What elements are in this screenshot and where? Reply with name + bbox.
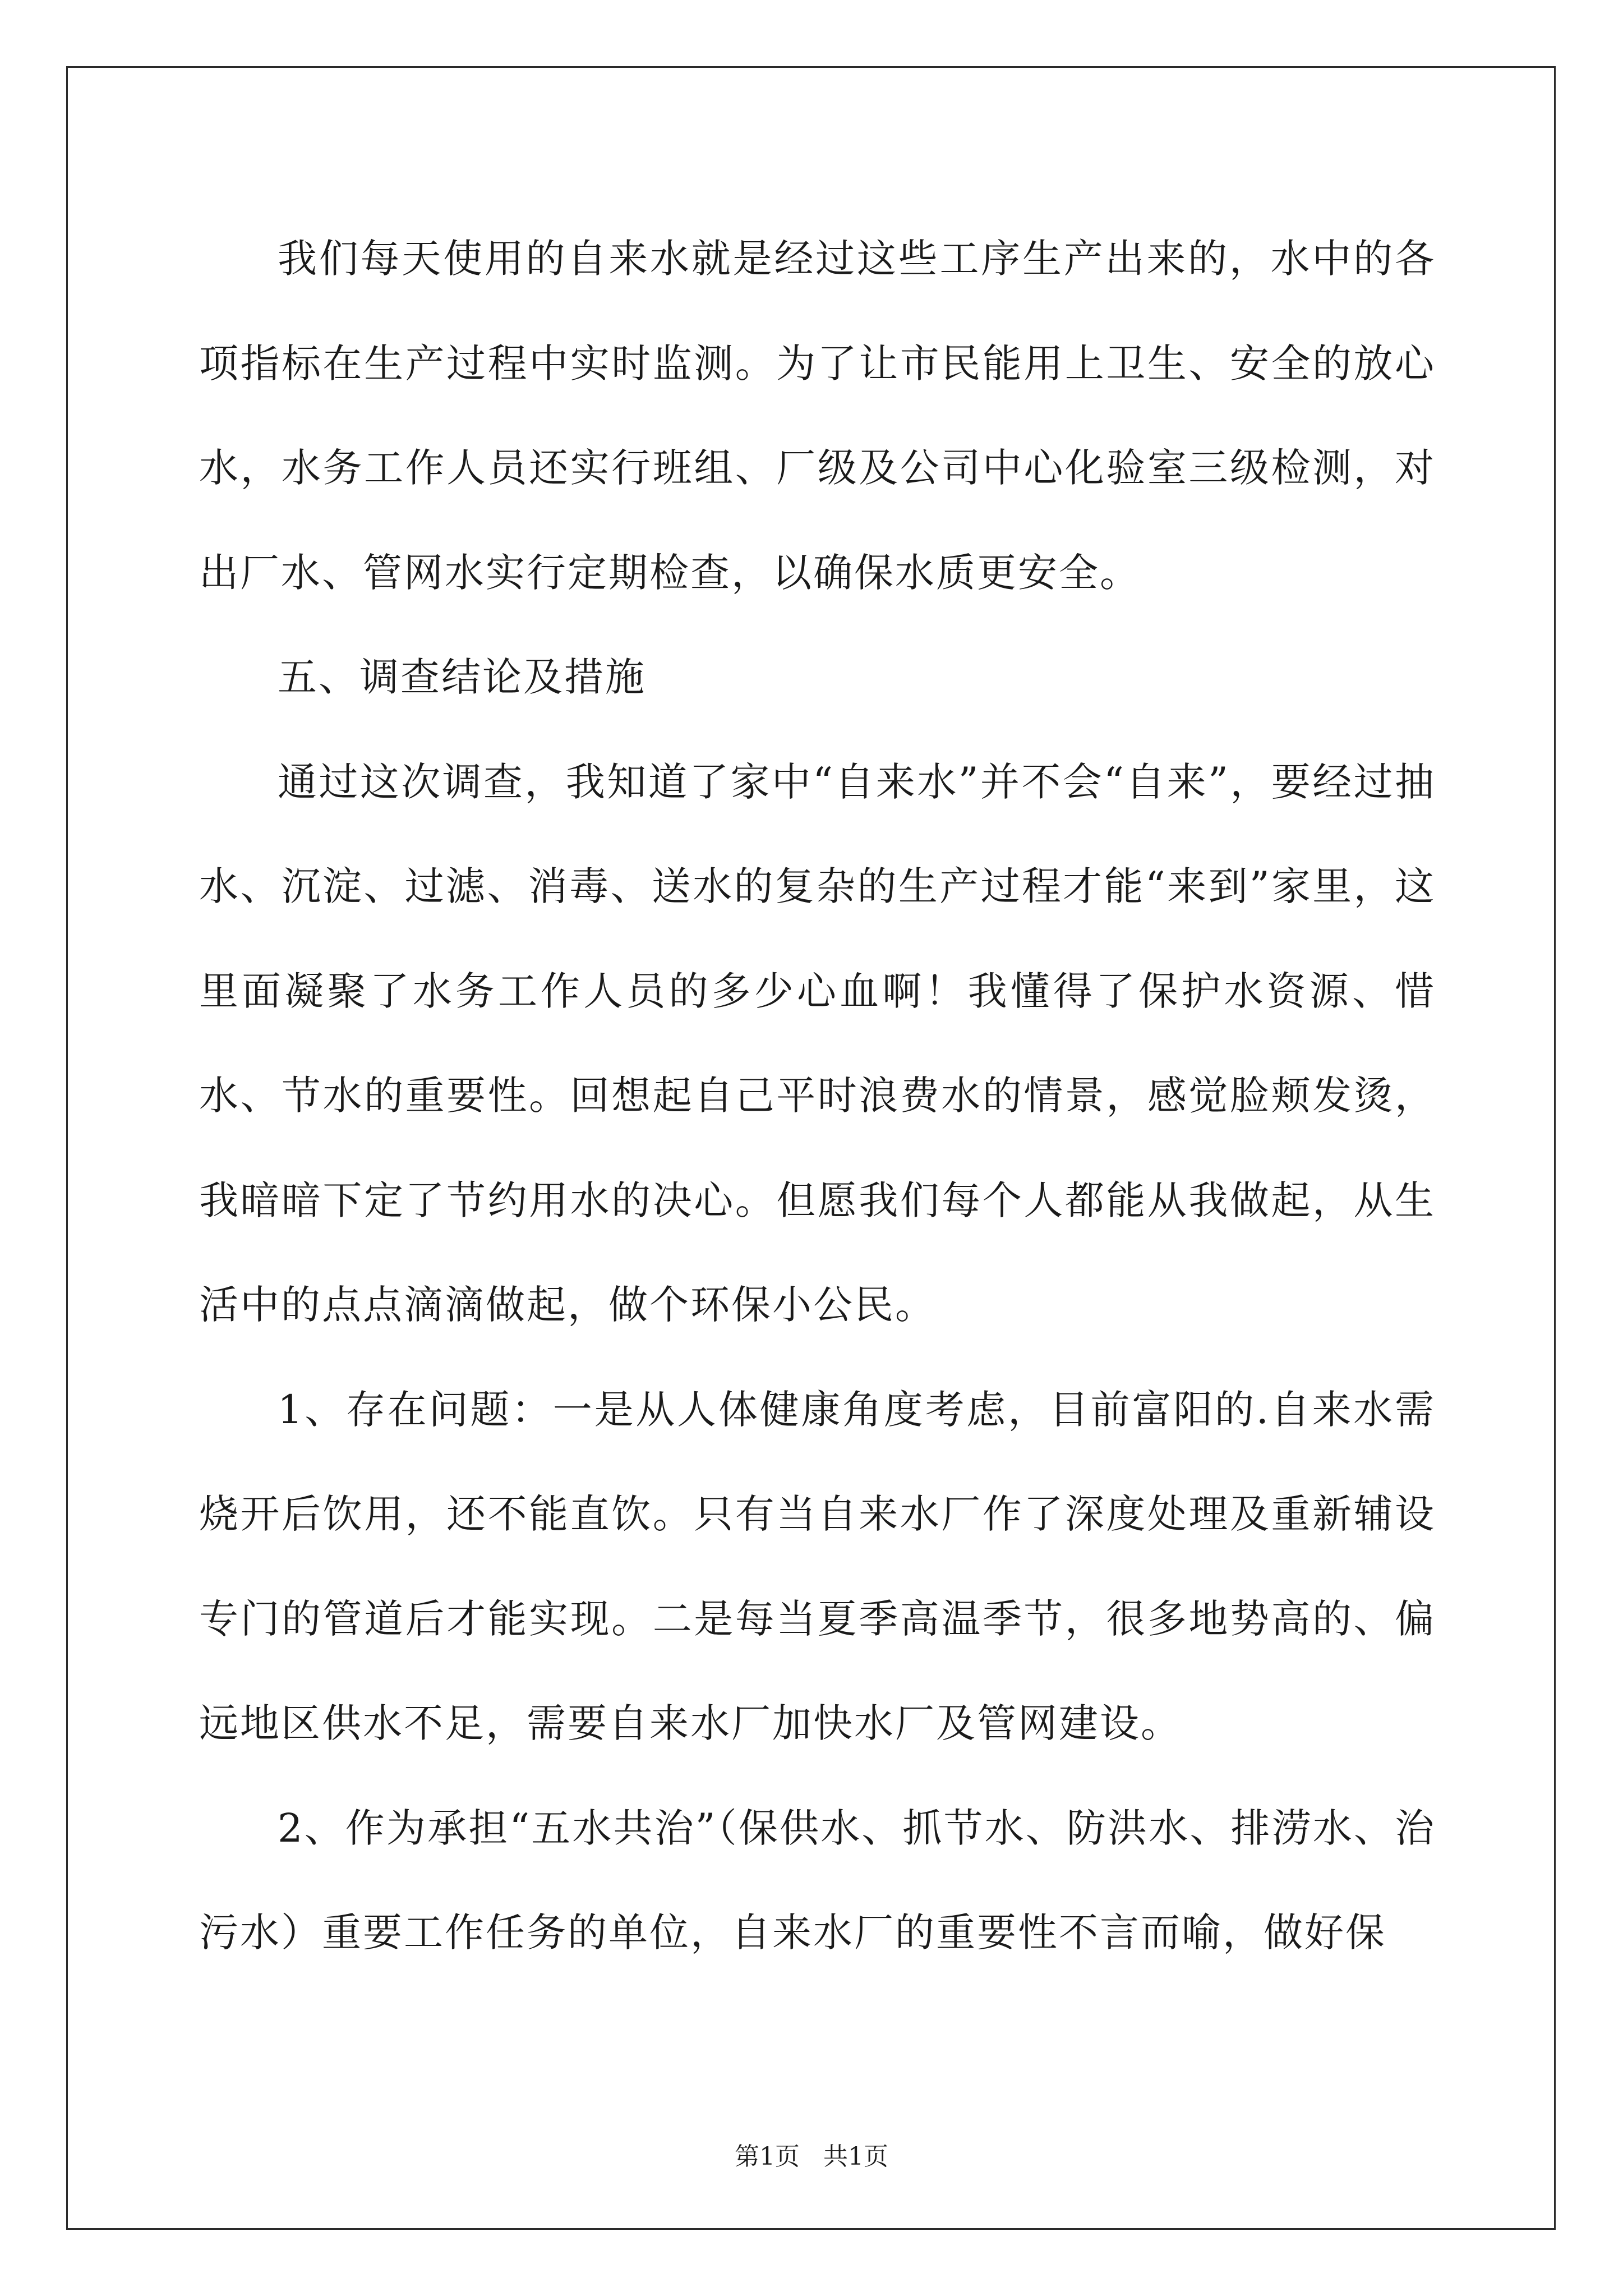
page-footer	[0, 2140, 1623, 2174]
section-heading-conclusion: 五、调查结论及措施	[278, 654, 646, 700]
paragraph-five-water-governance: 2、作为承担“五水共治”（保供水、抓节水、防洪水、排涝水、治污水）重要工作任务的单位，自来水厂的重要性不言而喻，做好保	[199, 1805, 1436, 1955]
paragraph-water-monitoring: 我们每天使用的自来水就是经过这些工序生产出来的，水中的各项指标在生产过程中实时监测。为了让市民能用上卫生、安全的放心水，水务工作人员还实行班组、厂级及公司中心化验室三级检测，对出厂水、管网水实行定期检查，以确保水质更安全。	[199, 236, 1436, 596]
page-total: 共1页	[823, 2142, 888, 2171]
paragraph-existing-problems: 1、存在问题：一是从人体健康角度考虑，目前富阳的.自来水需烧开后饮用，还不能直饮。只有当自来水厂作了深度处理及重新辅设专门的管道后才能实现。二是每当夏季高温季节，很多地势高的、偏远地区供水不足，需要自来水厂加快水厂及管网建设。	[199, 1386, 1436, 1746]
document-body	[199, 206, 1436, 1985]
page-number: 第1页	[735, 2142, 800, 2171]
paragraph-conclusion: 通过这次调查，我知道了家中“自来水”并不会“自来”，要经过抽水、沉淀、过滤、消毒、送水的复杂的生产过程才能“来到”家里，这里面凝聚了水务工作人员的多少心血啊！我懂得了保护水资源、惜水、节水的重要性。回想起自己平时浪费水的情景，感觉脸颊发烫，我暗暗下定了节约用水的决心。但愿我们每个人都能从我做起，从生活中的点点滴滴做起，做个环保小公民。	[199, 758, 1436, 1328]
